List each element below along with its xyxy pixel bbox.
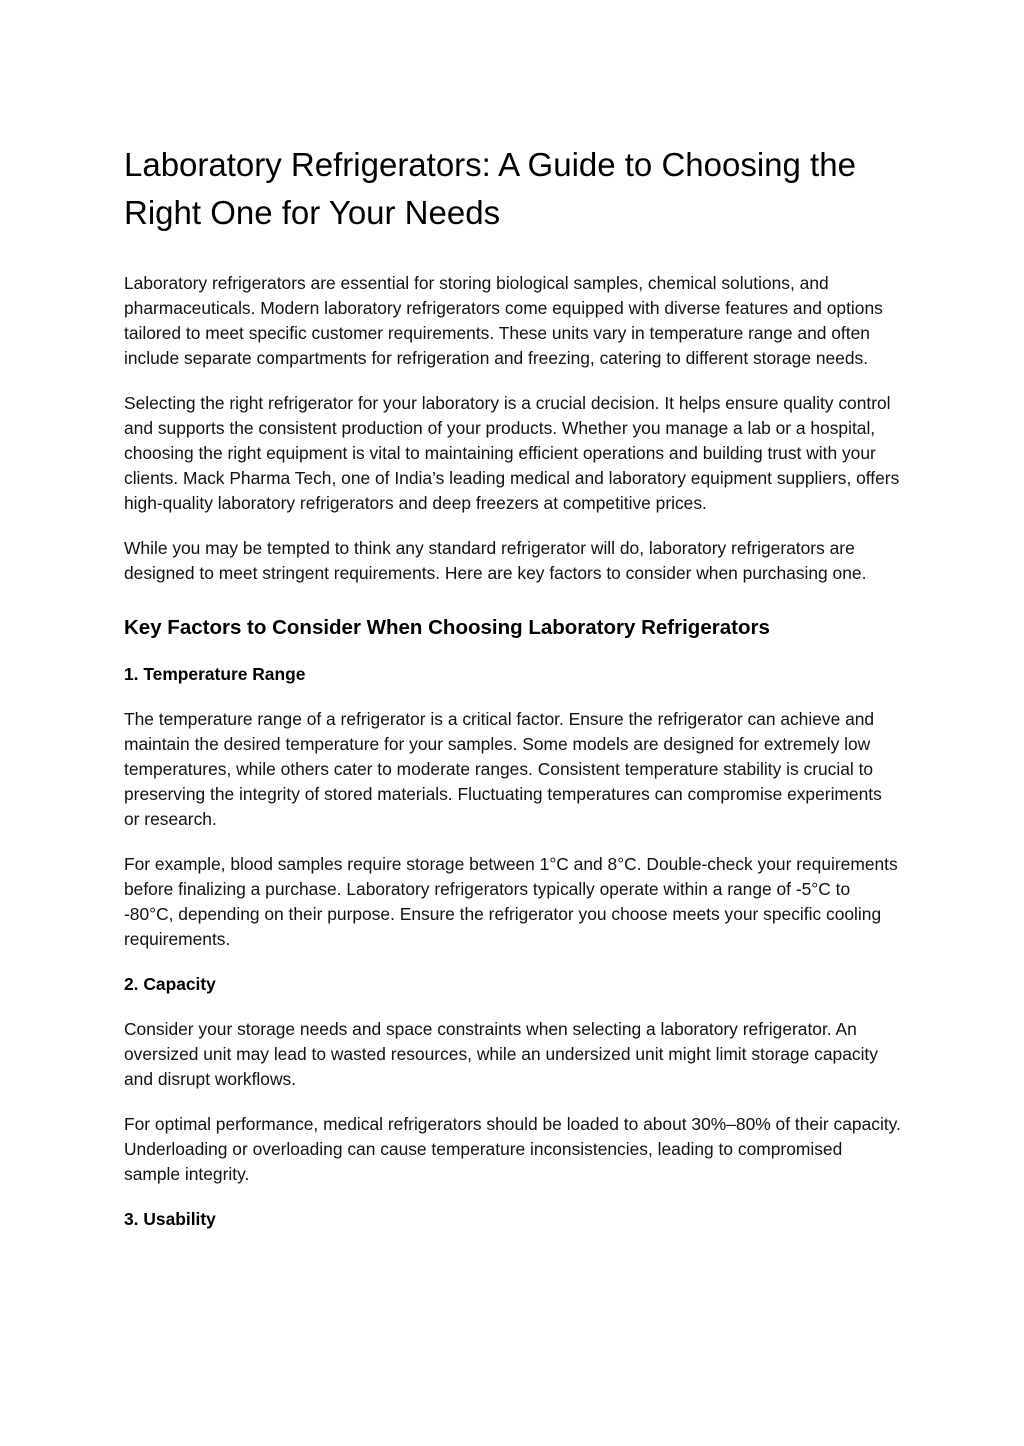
intro-paragraph: Laboratory refrigerators are essential for storing biological samples, chemical solutions, and pharmaceuticals. Modern laboratory refrigerators come equipped with diverse features and options tailored to meet specific customer requirements. These units vary in temperature range and often include separate compartments for refrigeration and freezing, catering to different storage needs. <box>124 273 883 368</box>
factor-paragraph: For example, blood samples require storage between 1°C and 8°C. Double-check your requirements before finalizing a purchase. Laboratory refrigerators typically operate within a range of -5°C to -80°C, depending on their purpose. Ensure the refrigerator you choose meets your specific cooling requirements. <box>124 854 898 949</box>
factor-heading-capacity: 2. Capacity <box>124 974 216 994</box>
document-body <box>124 141 902 1252</box>
factor-heading-usability: 3. Usability <box>124 1209 216 1229</box>
factor-paragraph: Consider your storage needs and space constraints when selecting a laboratory refrigerator. An oversized unit may lead to wasted resources, while an undersized unit might limit storage capacity and disrupt workflows. <box>124 1019 878 1089</box>
factor-heading-temperature-range: 1. Temperature Range <box>124 664 306 684</box>
intro-paragraph: Selecting the right refrigerator for your laboratory is a crucial decision. It helps ensure quality control and supports the consistent production of your products. Whether you manage a lab or a hospital, choosing the right equipment is vital to maintaining efficient operations and building trust with your clients. Mack Pharma Tech, one of India’s leading medical and laboratory equipment suppliers, offers high-quality laboratory refrigerators and deep freezers at competitive prices. <box>124 393 900 513</box>
intro-paragraph: While you may be tempted to think any standard refrigerator will do, laboratory refrigerators are designed to meet stringent requirements. Here are key factors to consider when purchasing one. <box>124 538 867 583</box>
factor-paragraph: The temperature range of a refrigerator is a critical factor. Ensure the refrigerator can achieve and maintain the desired temperature for your samples. Some models are designed for extremely low temperatures, while others cater to moderate ranges. Consistent temperature stability is crucial to preserving the integrity of stored materials. Fluctuating temperatures can compromise experiments or research. <box>124 709 882 829</box>
section-heading: Key Factors to Consider When Choosing Laboratory Refrigerators <box>124 616 770 639</box>
document-title: Laboratory Refrigerators: A Guide to Choosing the Right One for Your Needs <box>124 146 856 231</box>
factor-paragraph: For optimal performance, medical refrigerators should be loaded to about 30%–80% of their capacity. Underloading or overloading can cause temperature inconsistencies, leading to compromised sample integrity. <box>124 1114 901 1184</box>
